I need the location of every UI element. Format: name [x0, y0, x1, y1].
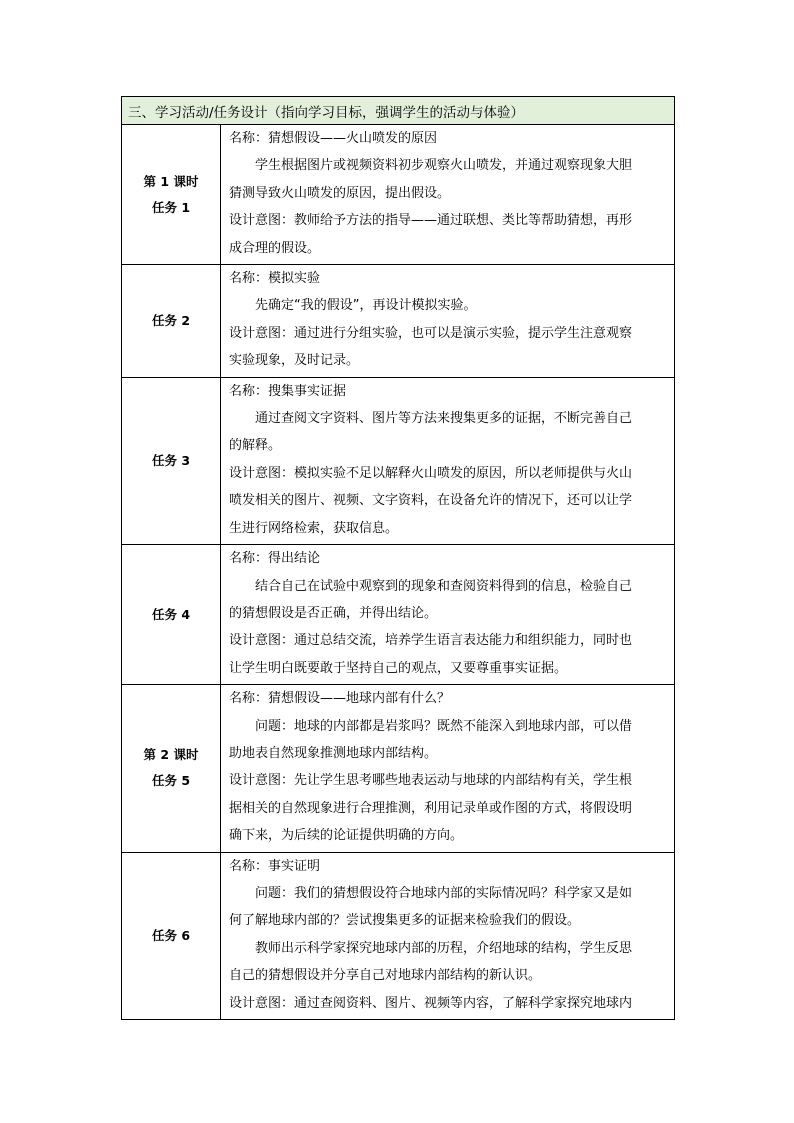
task-content — [221, 265, 675, 378]
task-content — [221, 852, 675, 1019]
content-line: 设计意图：通过查阅资料、图片、视频等内容，了解科学家探究地球内 — [229, 995, 633, 1011]
table-row — [122, 852, 675, 1019]
content-line: 先确定“我的假设”，再设计模拟实验。 — [255, 298, 477, 314]
task-content — [221, 125, 675, 265]
task-label-line: 任务 2 — [151, 312, 191, 328]
content-line: 自己的猜想假设并分享自己对地球内部结构的新认识。 — [229, 968, 542, 984]
content-line: 教师出示科学家探究地球内部的历程，介绍地球的结构，学生反思 — [255, 940, 633, 956]
content-line: 确下来，为后续的论证提供明确的方向。 — [229, 828, 464, 844]
content-line: 猜测导致火山喷发的原因，提出假设。 — [229, 185, 451, 201]
table-row — [122, 265, 675, 378]
content-line: 名称：猜想假设——地球内部有什么？ — [229, 691, 451, 707]
content-line: 的解释。 — [229, 438, 282, 454]
content-line: 的猜想假设是否正确，并得出结论。 — [229, 605, 438, 621]
table-header: 三、学习活动/任务设计（指向学习目标，强调学生的活动与体验） — [122, 97, 675, 125]
content-line: 通过查阅文字资料、图片等方法来搜集更多的证据，不断完善自己 — [255, 411, 633, 427]
lesson-task-label — [122, 685, 221, 852]
task-content — [221, 545, 675, 685]
content-line: 名称：事实证明 — [229, 858, 321, 874]
content-line: 名称：得出结论 — [229, 551, 321, 567]
task-content — [221, 377, 675, 544]
content-line: 结合自己在试验中观察到的现象和查阅资料得到的信息，检验自己 — [255, 578, 633, 594]
content-line: 名称：模拟实验 — [229, 271, 321, 287]
lesson-task-label — [122, 125, 221, 265]
lesson-task-label — [122, 377, 221, 544]
content-line: 何了解地球内部的？尝试搜集更多的证据来检验我们的假设。 — [229, 913, 581, 929]
content-line: 设计意图：模拟实验不足以解释火山喷发的原因，所以老师提供与火山 — [229, 465, 633, 481]
lesson-task-label — [122, 852, 221, 1019]
table-row — [122, 125, 675, 265]
content-line: 设计意图：通过进行分组实验，也可以是演示实验，提示学生注意观察 — [229, 325, 633, 341]
task-label-line: 任务 4 — [151, 606, 191, 622]
content-line: 据相关的自然现象进行合理推测，利用记录单或作图的方式，将假设明 — [229, 800, 633, 816]
content-line: 设计意图：通过总结交流，培养学生语言表达能力和组织能力，同时也 — [229, 633, 633, 649]
task-label-line: 任务 1 — [151, 199, 191, 215]
task-label-line: 任务 5 — [151, 773, 191, 789]
content-line: 成合理的假设。 — [229, 240, 321, 256]
table-row — [122, 377, 675, 544]
content-line: 名称：搜集事实证据 — [229, 383, 347, 399]
content-line: 让学生明白既要敢于坚持自己的观点，又要尊重事实证据。 — [229, 660, 568, 676]
lesson-task-label — [122, 545, 221, 685]
task-label-line: 任务 3 — [151, 452, 191, 468]
task-label-line: 第 2 课时 — [143, 747, 199, 763]
task-content — [221, 685, 675, 852]
lesson-task-label — [122, 265, 221, 378]
content-line: 学生根据图片或视频资料初步观察火山喷发，并通过观察现象大胆 — [255, 158, 633, 174]
content-line: 实验现象，及时记录。 — [229, 353, 360, 369]
content-line: 问题：我们的猜想假设符合地球内部的实际情况吗？科学家又是如 — [255, 885, 633, 901]
task-label-line: 任务 6 — [151, 927, 191, 943]
content-line: 名称：猜想假设——火山喷发的原因 — [229, 131, 438, 146]
table-row — [122, 545, 675, 685]
content-line: 助地表自然现象推测地球内部结构。 — [229, 745, 438, 761]
content-line: 设计意图：教师给予方法的指导——通过联想、类比等帮助猜想，再形 — [229, 213, 633, 229]
task-label-line: 第 1 课时 — [143, 173, 199, 189]
table-row — [122, 685, 675, 852]
content-line: 问题：地球的内部都是岩浆吗？既然不能深入到地球内部，可以借 — [255, 718, 633, 734]
activity-design-table — [121, 96, 675, 1020]
content-line: 设计意图：先让学生思考哪些地表运动与地球的内部结构有关，学生根 — [229, 773, 633, 789]
content-line: 生进行网络检索，获取信息。 — [229, 520, 399, 536]
content-line: 喷发相关的图片、视频、文字资料，在设备允许的情况下，还可以让学 — [229, 493, 633, 509]
